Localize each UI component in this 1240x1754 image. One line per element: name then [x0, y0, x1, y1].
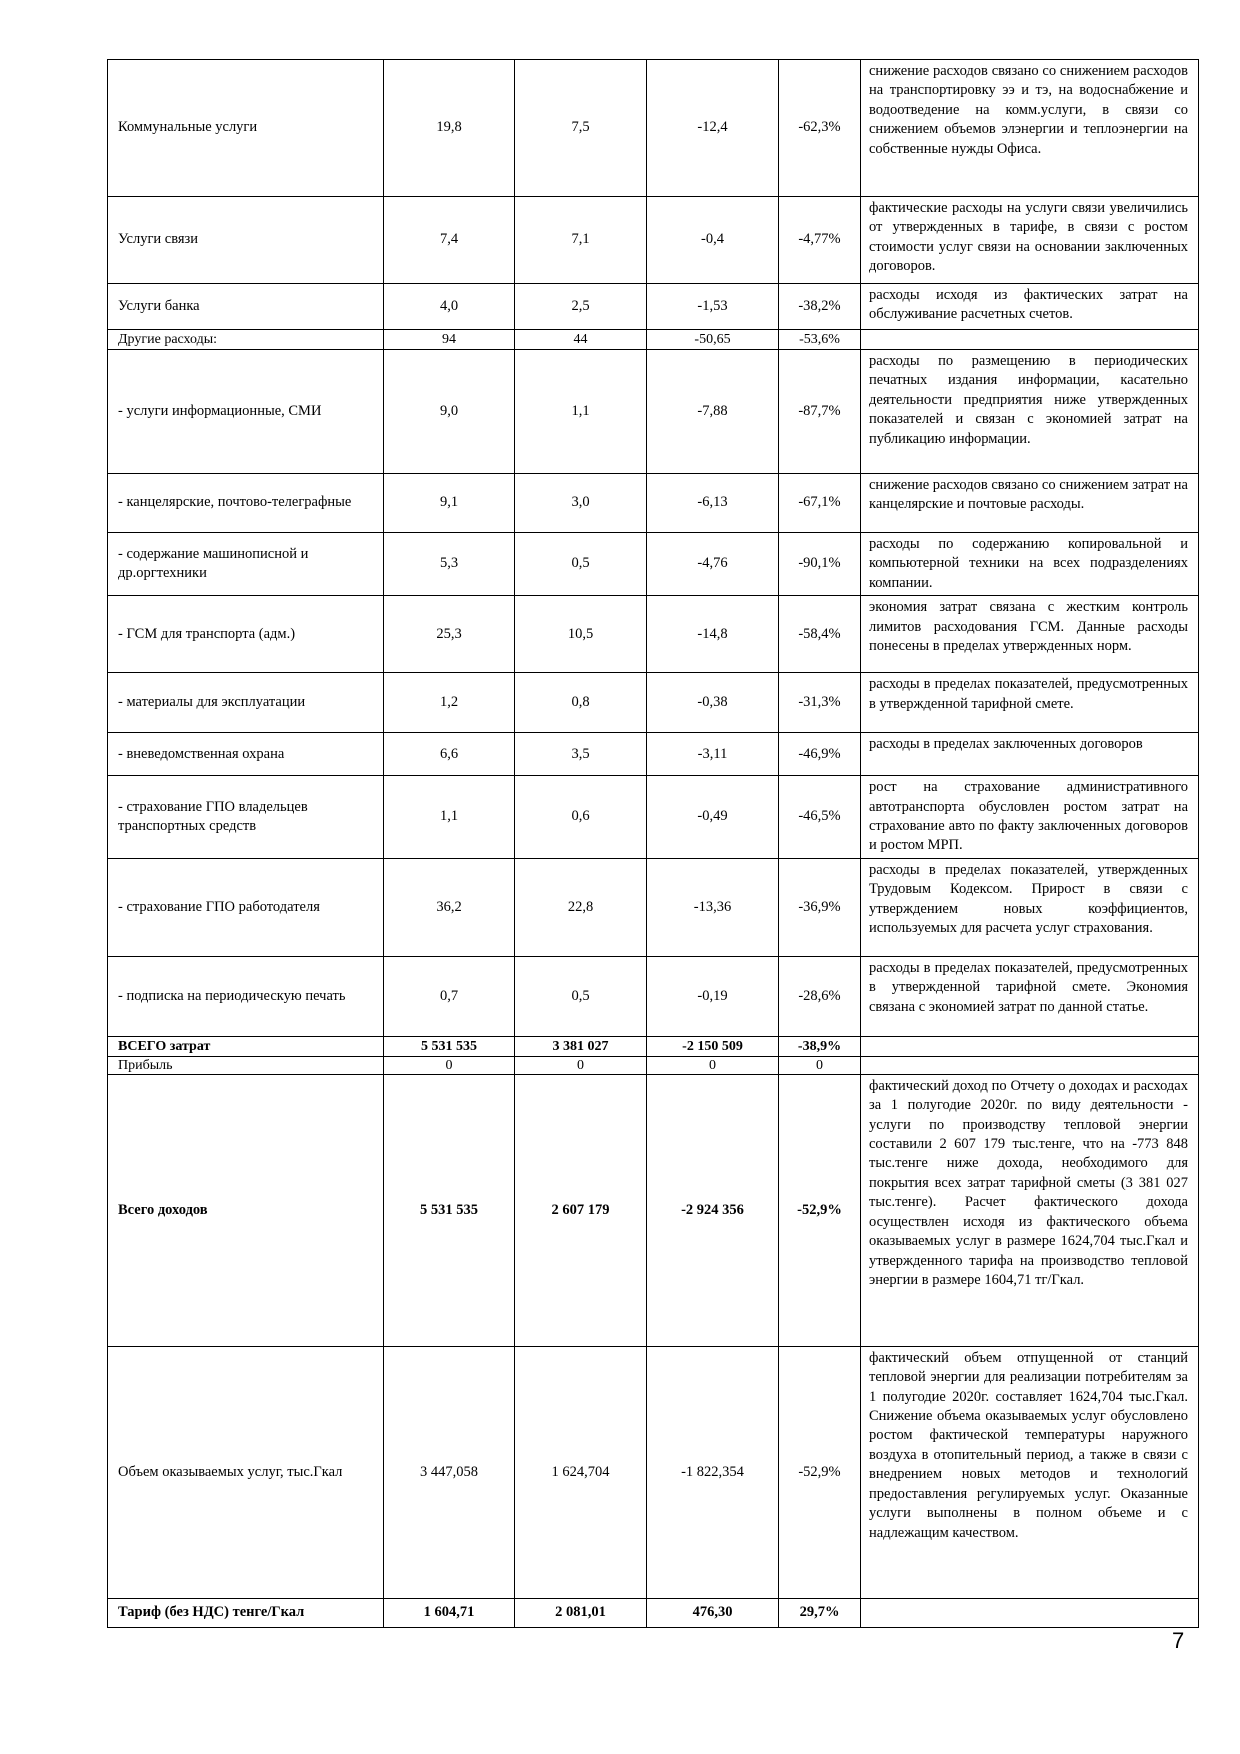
- deviation-comment: фактические расходы на услуги связи увеличились от утвержденных в тарифе, в связи с ростом стоимости услуг связи на основании заключенных договоров.: [861, 197, 1199, 284]
- deviation-comment: расходы в пределах показателей, предусмотренных в утвержденной тарифной смете.: [861, 673, 1199, 733]
- deviation-value: -1,53: [647, 284, 779, 330]
- deviation-percent: 0: [779, 1056, 861, 1074]
- fact-value: 3,0: [515, 474, 647, 533]
- plan-value: 1,2: [384, 673, 515, 733]
- deviation-comment: снижение расходов связано со снижением расходов на транспортировку ээ и тэ, на водоснабжение и водоотведение на комм.услуги, в связи со снижением объемов элэнергии и теплоэнергии на собственные нужды Офиса.: [861, 60, 1199, 197]
- deviation-comment: расходы в пределах заключенных договоров: [861, 733, 1199, 776]
- fact-value: 2,5: [515, 284, 647, 330]
- deviation-percent: -46,9%: [779, 733, 861, 776]
- cost-report-table: [107, 59, 1199, 1628]
- plan-value: 5 531 535: [384, 1074, 515, 1346]
- deviation-percent: -87,7%: [779, 350, 861, 474]
- deviation-value: -14,8: [647, 596, 779, 673]
- table-row: [108, 1036, 1199, 1056]
- item-name: - вневедомственная охрана: [108, 733, 384, 776]
- plan-value: 6,6: [384, 733, 515, 776]
- deviation-value: -3,11: [647, 733, 779, 776]
- deviation-comment: [861, 1036, 1199, 1056]
- table-row: [108, 60, 1199, 197]
- deviation-percent: -52,9%: [779, 1346, 861, 1598]
- item-name: ВСЕГО затрат: [108, 1036, 384, 1056]
- table-row: [108, 197, 1199, 284]
- plan-value: 5 531 535: [384, 1036, 515, 1056]
- item-name: - услуги информационные, СМИ: [108, 350, 384, 474]
- fact-value: 1,1: [515, 350, 647, 474]
- deviation-percent: -52,9%: [779, 1074, 861, 1346]
- fact-value: 0,6: [515, 776, 647, 859]
- deviation-comment: расходы по содержанию копировальной и компьютерной техники на всех подразделениях компании.: [861, 533, 1199, 596]
- plan-value: 3 447,058: [384, 1346, 515, 1598]
- deviation-percent: -31,3%: [779, 673, 861, 733]
- deviation-percent: 29,7%: [779, 1598, 861, 1627]
- table-row: [108, 673, 1199, 733]
- item-name: - страхование ГПО работодателя: [108, 858, 384, 956]
- deviation-percent: -36,9%: [779, 858, 861, 956]
- item-name: - подписка на периодическую печать: [108, 956, 384, 1036]
- plan-value: 9,0: [384, 350, 515, 474]
- plan-value: 36,2: [384, 858, 515, 956]
- fact-value: 10,5: [515, 596, 647, 673]
- deviation-value: -13,36: [647, 858, 779, 956]
- deviation-comment: снижение расходов связано со снижением затрат на канцелярские и почтовые расходы.: [861, 474, 1199, 533]
- item-name: - канцелярские, почтово-телеграфные: [108, 474, 384, 533]
- plan-value: 25,3: [384, 596, 515, 673]
- item-name: Коммунальные услуги: [108, 60, 384, 197]
- page-number: 7: [1172, 1628, 1185, 1653]
- deviation-percent: -46,5%: [779, 776, 861, 859]
- deviation-value: -0,38: [647, 673, 779, 733]
- deviation-value: -12,4: [647, 60, 779, 197]
- item-name: - содержание машинописной и др.оргтехники: [108, 533, 384, 596]
- item-name: Тариф (без НДС) тенге/Гкал: [108, 1598, 384, 1627]
- deviation-comment: [861, 330, 1199, 350]
- fact-value: 2 081,01: [515, 1598, 647, 1627]
- item-name: Прибыль: [108, 1056, 384, 1074]
- fact-value: 44: [515, 330, 647, 350]
- deviation-comment: расходы по размещению в периодических печатных издания информации, касательно деятельности предприятия ниже утвержденных показателей и связан с экономией затрат на публикацию информации.: [861, 350, 1199, 474]
- deviation-percent: -38,2%: [779, 284, 861, 330]
- deviation-comment: фактический доход по Отчету о доходах и расходах за 1 полугодие 2020г. по виду деятельности - услуги по производству тепловой энергии составили 2 607 179 тыс.тенге, что на -773 848 тыс.тенге ниже дохода, необходимого для покрытия всех затрат тарифной сметы (3 381 027 тыс.тенге). Расчет фактического дохода осуществлен исходя из фактического объема оказываемых услуг в размере 1624,704 тыс.Гкал и утвержденного тарифа на производство тепловой энергии в размере 1604,71 тг/Гкал.: [861, 1074, 1199, 1346]
- plan-value: 7,4: [384, 197, 515, 284]
- table-row: [108, 474, 1199, 533]
- deviation-percent: -28,6%: [779, 956, 861, 1036]
- deviation-percent: -38,9%: [779, 1036, 861, 1056]
- deviation-value: -2 150 509: [647, 1036, 779, 1056]
- item-name: - материалы для эксплуатации: [108, 673, 384, 733]
- plan-value: 94: [384, 330, 515, 350]
- deviation-value: 0: [647, 1056, 779, 1074]
- deviation-comment: расходы в пределах показателей, утвержденных Трудовым Кодексом. Прирост в связи с утверждением новых коэффициентов, используемых для расчета услуг страхования.: [861, 858, 1199, 956]
- table-row: [108, 1346, 1199, 1598]
- deviation-value: -0,4: [647, 197, 779, 284]
- plan-value: 1,1: [384, 776, 515, 859]
- table-row: [108, 1056, 1199, 1074]
- plan-value: 1 604,71: [384, 1598, 515, 1627]
- deviation-comment: экономия затрат связана с жестким контроль лимитов расходования ГСМ. Данные расходы понесены в пределах утвержденных норм.: [861, 596, 1199, 673]
- fact-value: 7,1: [515, 197, 647, 284]
- plan-value: 5,3: [384, 533, 515, 596]
- deviation-value: -0,49: [647, 776, 779, 859]
- deviation-value: -1 822,354: [647, 1346, 779, 1598]
- deviation-value: -7,88: [647, 350, 779, 474]
- deviation-percent: -58,4%: [779, 596, 861, 673]
- fact-value: 7,5: [515, 60, 647, 197]
- table-row: [108, 1074, 1199, 1346]
- deviation-comment: расходы в пределах показателей, предусмотренных в утвержденной тарифной смете. Экономия связана с экономией затрат по данной статье.: [861, 956, 1199, 1036]
- item-name: - страхование ГПО владельцев транспортных средств: [108, 776, 384, 859]
- table-row: [108, 733, 1199, 776]
- item-name: Всего доходов: [108, 1074, 384, 1346]
- item-name: Объем оказываемых услуг, тыс.Гкал: [108, 1346, 384, 1598]
- fact-value: 0,8: [515, 673, 647, 733]
- fact-value: 0: [515, 1056, 647, 1074]
- deviation-comment: рост на страхование административного автотранспорта обусловлен ростом затрат на страхование авто по факту заключенных договоров и ростом МРП.: [861, 776, 1199, 859]
- deviation-value: -0,19: [647, 956, 779, 1036]
- deviation-comment: [861, 1056, 1199, 1074]
- table-row: [108, 350, 1199, 474]
- item-name: Услуги банка: [108, 284, 384, 330]
- plan-value: 19,8: [384, 60, 515, 197]
- item-name: Другие расходы:: [108, 330, 384, 350]
- table-row: [108, 596, 1199, 673]
- deviation-percent: -62,3%: [779, 60, 861, 197]
- deviation-comment: фактический объем отпущенной от станций тепловой энергии для реализации потребителям за 1 полугодие 2020г. составляет 1624,704 тыс.Гкал. Снижение объема оказываемых услуг обусловлено ростом фактической температуры наружного воздуха в отопительный период, а также в связи с внедрением новых методов и технологий предоставления регулируемых услуг. Оказанные услуги выполнены в полном объеме и с надлежащим качеством.: [861, 1346, 1199, 1598]
- plan-value: 9,1: [384, 474, 515, 533]
- fact-value: 22,8: [515, 858, 647, 956]
- item-name: - ГСМ для транспорта (адм.): [108, 596, 384, 673]
- plan-value: 4,0: [384, 284, 515, 330]
- table-row: [108, 956, 1199, 1036]
- deviation-value: -50,65: [647, 330, 779, 350]
- table-row: [108, 533, 1199, 596]
- plan-value: 0: [384, 1056, 515, 1074]
- deviation-value: 476,30: [647, 1598, 779, 1627]
- deviation-value: -4,76: [647, 533, 779, 596]
- table-row: [108, 1598, 1199, 1627]
- fact-value: 3 381 027: [515, 1036, 647, 1056]
- table-row: [108, 858, 1199, 956]
- deviation-percent: -67,1%: [779, 474, 861, 533]
- deviation-value: -6,13: [647, 474, 779, 533]
- fact-value: 2 607 179: [515, 1074, 647, 1346]
- deviation-value: -2 924 356: [647, 1074, 779, 1346]
- plan-value: 0,7: [384, 956, 515, 1036]
- deviation-comment: расходы исходя из фактических затрат на обслуживание расчетных счетов.: [861, 284, 1199, 330]
- fact-value: 3,5: [515, 733, 647, 776]
- fact-value: 0,5: [515, 533, 647, 596]
- deviation-percent: -90,1%: [779, 533, 861, 596]
- deviation-comment: [861, 1598, 1199, 1627]
- deviation-percent: -53,6%: [779, 330, 861, 350]
- fact-value: 0,5: [515, 956, 647, 1036]
- deviation-percent: -4,77%: [779, 197, 861, 284]
- table-row: [108, 284, 1199, 330]
- fact-value: 1 624,704: [515, 1346, 647, 1598]
- table-row: [108, 776, 1199, 859]
- table-row: [108, 330, 1199, 350]
- item-name: Услуги связи: [108, 197, 384, 284]
